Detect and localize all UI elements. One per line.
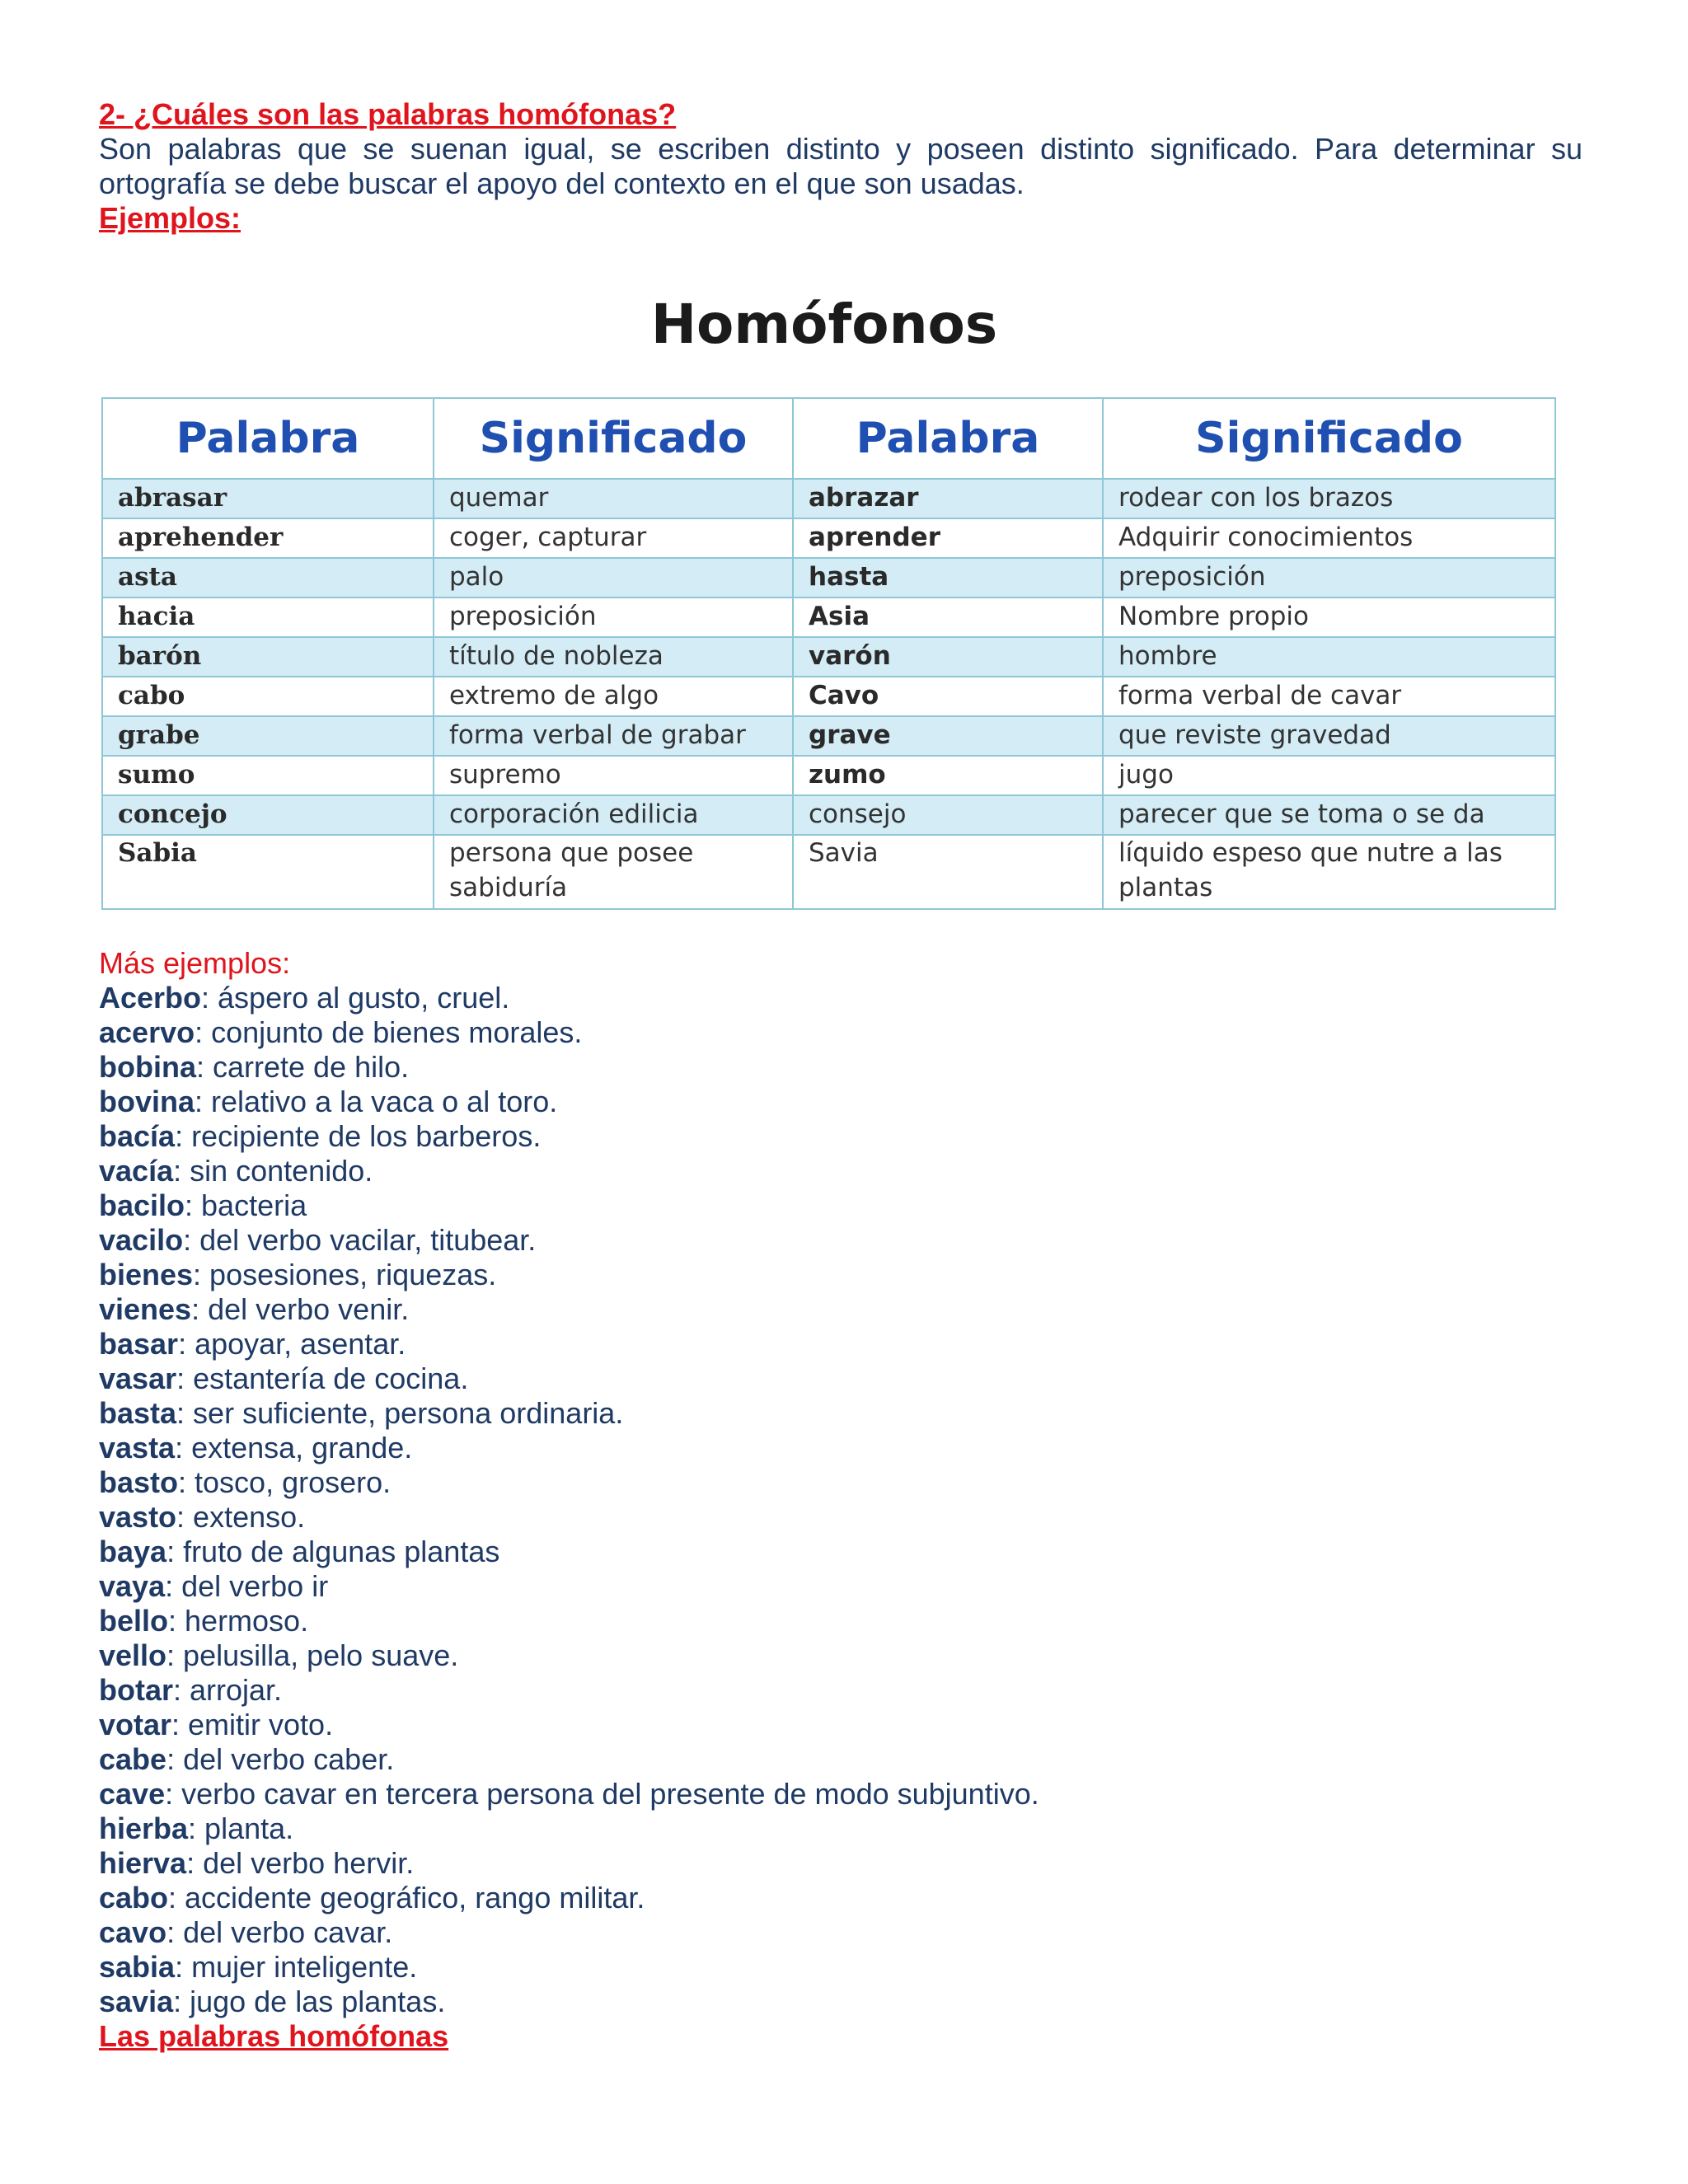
example-meaning: : recipiente de los barberos. <box>175 1119 542 1153</box>
word-cell: Cavo <box>793 677 1103 716</box>
example-word: basar <box>99 1327 179 1361</box>
example-word: vienes <box>99 1292 192 1326</box>
example-word: hierva <box>99 1846 187 1880</box>
example-word: votar <box>99 1708 172 1741</box>
list-item <box>99 1500 1582 1535</box>
meaning-cell: corporación edilicia <box>434 795 793 835</box>
table-row <box>102 756 1555 795</box>
list-item <box>99 1569 1582 1604</box>
example-meaning: : hermoso. <box>168 1604 309 1638</box>
example-word: botar <box>99 1673 173 1707</box>
example-word: basto <box>99 1465 179 1499</box>
word-cell: grabe <box>102 716 434 756</box>
list-item <box>99 1811 1582 1846</box>
table-row <box>102 558 1555 598</box>
list-item <box>99 1223 1582 1258</box>
meaning-cell: Nombre propio <box>1103 598 1555 637</box>
example-meaning: : extenso. <box>176 1500 306 1534</box>
example-word: vasar <box>99 1361 177 1395</box>
example-meaning: : bacteria <box>185 1188 307 1222</box>
word-cell: aprehender <box>102 518 434 558</box>
example-meaning: : verbo cavar en tercera persona del presente de modo subjuntivo. <box>165 1777 1039 1811</box>
word-cell: aprender <box>793 518 1103 558</box>
example-word: Acerbo <box>99 981 202 1015</box>
word-cell: Savia <box>793 835 1103 909</box>
example-meaning: : áspero al gusto, cruel. <box>201 981 510 1015</box>
footer-heading: Las palabras homófonas <box>99 2019 449 2053</box>
example-meaning: : sin contenido. <box>173 1154 373 1188</box>
example-word: baya <box>99 1535 167 1568</box>
header-meaning-2: Significado <box>1103 398 1555 479</box>
table-row <box>102 677 1555 716</box>
example-meaning: : del verbo ir <box>165 1569 329 1603</box>
list-item <box>99 1154 1582 1188</box>
examples-label: Ejemplos: <box>99 201 241 235</box>
example-word: vasta <box>99 1431 176 1465</box>
example-word: sabia <box>99 1950 176 1984</box>
list-item <box>99 1258 1582 1292</box>
list-item <box>99 1985 1582 2019</box>
table-row <box>102 637 1555 677</box>
example-meaning: : ser suficiente, persona ordinaria. <box>176 1396 624 1430</box>
example-meaning: : relativo a la vaca o al toro. <box>195 1085 558 1118</box>
example-meaning: : arrojar. <box>173 1673 283 1707</box>
word-cell: abrasar <box>102 479 434 518</box>
example-word: vello <box>99 1638 167 1672</box>
word-cell: consejo <box>793 795 1103 835</box>
example-meaning: : pelusilla, pelo suave. <box>166 1638 459 1672</box>
example-meaning: : del verbo cavar. <box>166 1915 393 1949</box>
example-meaning: : del verbo hervir. <box>186 1846 415 1880</box>
example-meaning: : planta. <box>188 1811 294 1845</box>
word-cell: barón <box>102 637 434 677</box>
list-item <box>99 1396 1582 1431</box>
example-word: bienes <box>99 1258 194 1291</box>
example-meaning: : tosco, grosero. <box>178 1465 392 1499</box>
list-item <box>99 1119 1582 1154</box>
list-item <box>99 1292 1582 1327</box>
example-meaning: : fruto de algunas plantas <box>166 1535 500 1568</box>
word-cell: hasta <box>793 558 1103 598</box>
header-word-1: Palabra <box>102 398 434 479</box>
example-meaning: : mujer inteligente. <box>175 1950 418 1984</box>
header-meaning-1: Significado <box>434 398 793 479</box>
example-word: vacía <box>99 1154 174 1188</box>
example-word: savia <box>99 1985 174 2018</box>
example-word: cave <box>99 1777 166 1811</box>
list-item <box>99 1673 1582 1708</box>
header-word-2: Palabra <box>793 398 1103 479</box>
meaning-cell: forma verbal de cavar <box>1103 677 1555 716</box>
example-word: acervo <box>99 1015 195 1049</box>
meaning-cell: rodear con los brazos <box>1103 479 1555 518</box>
table-row <box>102 716 1555 756</box>
example-meaning: : jugo de las plantas. <box>173 1985 446 2018</box>
example-word: bacilo <box>99 1188 185 1222</box>
meaning-cell: preposición <box>1103 558 1555 598</box>
list-item <box>99 1327 1582 1361</box>
example-meaning: : del verbo venir. <box>191 1292 410 1326</box>
list-item <box>99 1465 1582 1500</box>
meaning-cell: persona que posee sabiduría <box>434 835 793 909</box>
meaning-cell: Adquirir conocimientos <box>1103 518 1555 558</box>
example-word: bello <box>99 1604 169 1638</box>
example-meaning: : conjunto de bienes morales. <box>195 1015 583 1049</box>
meaning-cell: título de nobleza <box>434 637 793 677</box>
example-meaning: : del verbo vacilar, titubear. <box>183 1223 537 1257</box>
example-meaning: : extensa, grande. <box>175 1431 413 1465</box>
word-cell: cabo <box>102 677 434 716</box>
meaning-cell: parecer que se toma o se da <box>1103 795 1555 835</box>
table-row <box>102 795 1555 835</box>
table-row <box>102 598 1555 637</box>
example-meaning: : apoyar, asentar. <box>178 1327 406 1361</box>
list-item <box>99 1535 1582 1569</box>
meaning-cell: que reviste gravedad <box>1103 716 1555 756</box>
meaning-cell: hombre <box>1103 637 1555 677</box>
list-item <box>99 1708 1582 1742</box>
list-item <box>99 1881 1582 1915</box>
word-cell: zumo <box>793 756 1103 795</box>
word-cell: Sabia <box>102 835 434 909</box>
table-row <box>102 479 1555 518</box>
example-meaning: : posesiones, riquezas. <box>193 1258 497 1291</box>
example-word: bovina <box>99 1085 195 1118</box>
example-word: cavo <box>99 1915 167 1949</box>
table-row <box>102 518 1555 558</box>
word-cell: Asia <box>793 598 1103 637</box>
list-item <box>99 1431 1582 1465</box>
example-word: basta <box>99 1396 177 1430</box>
word-cell: varón <box>793 637 1103 677</box>
example-word: bacía <box>99 1119 176 1153</box>
meaning-cell: líquido espeso que nutre a las plantas <box>1103 835 1555 909</box>
word-cell: concejo <box>102 795 434 835</box>
word-cell: sumo <box>102 756 434 795</box>
word-cell: grave <box>793 716 1103 756</box>
list-item <box>99 1915 1582 1950</box>
meaning-cell: extremo de algo <box>434 677 793 716</box>
word-cell: abrazar <box>793 479 1103 518</box>
list-item <box>99 1015 1582 1050</box>
definition-paragraph: Son palabras que se suenan igual, se escriben distinto y poseen distinto significado. Para determinar su ortografía se debe buscar el apoyo del contexto en el que son usadas. <box>99 132 1582 200</box>
list-item <box>99 1361 1582 1396</box>
meaning-cell: coger, capturar <box>434 518 793 558</box>
example-word: cabe <box>99 1742 167 1776</box>
meaning-cell: palo <box>434 558 793 598</box>
meaning-cell: preposición <box>434 598 793 637</box>
example-word: vacilo <box>99 1223 184 1257</box>
homophones-table <box>101 397 1556 910</box>
list-item <box>99 1638 1582 1673</box>
word-cell: hacia <box>102 598 434 637</box>
section-heading: 2- ¿Cuáles son las palabras homófonas? <box>99 97 677 131</box>
table-title: Homófonos <box>650 293 998 356</box>
list-item <box>99 1050 1582 1085</box>
meaning-cell: supremo <box>434 756 793 795</box>
example-meaning: : estantería de cocina. <box>176 1361 469 1395</box>
example-meaning: : accidente geográfico, rango militar. <box>168 1881 645 1915</box>
meaning-cell: forma verbal de grabar <box>434 716 793 756</box>
list-item <box>99 1604 1582 1638</box>
example-word: cabo <box>99 1881 169 1915</box>
list-item <box>99 1777 1582 1811</box>
meaning-cell: quemar <box>434 479 793 518</box>
example-word: bobina <box>99 1050 196 1084</box>
example-word: hierba <box>99 1811 189 1845</box>
list-item <box>99 1846 1582 1881</box>
document-page <box>99 97 1582 2054</box>
list-item <box>99 1742 1582 1777</box>
example-meaning: : del verbo caber. <box>166 1742 395 1776</box>
list-item <box>99 981 1582 1015</box>
word-cell: asta <box>102 558 434 598</box>
table-row <box>102 835 1555 909</box>
list-item <box>99 1188 1582 1223</box>
example-word: vasto <box>99 1500 177 1534</box>
meaning-cell: jugo <box>1103 756 1555 795</box>
example-meaning: : emitir voto. <box>171 1708 334 1741</box>
more-examples-label: Más ejemplos: <box>99 946 291 980</box>
more-examples-list <box>99 981 1582 2019</box>
list-item <box>99 1950 1582 1985</box>
example-word: vaya <box>99 1569 166 1603</box>
example-meaning: : carrete de hilo. <box>195 1050 410 1084</box>
list-item <box>99 1085 1582 1119</box>
table-header-row <box>102 398 1555 479</box>
